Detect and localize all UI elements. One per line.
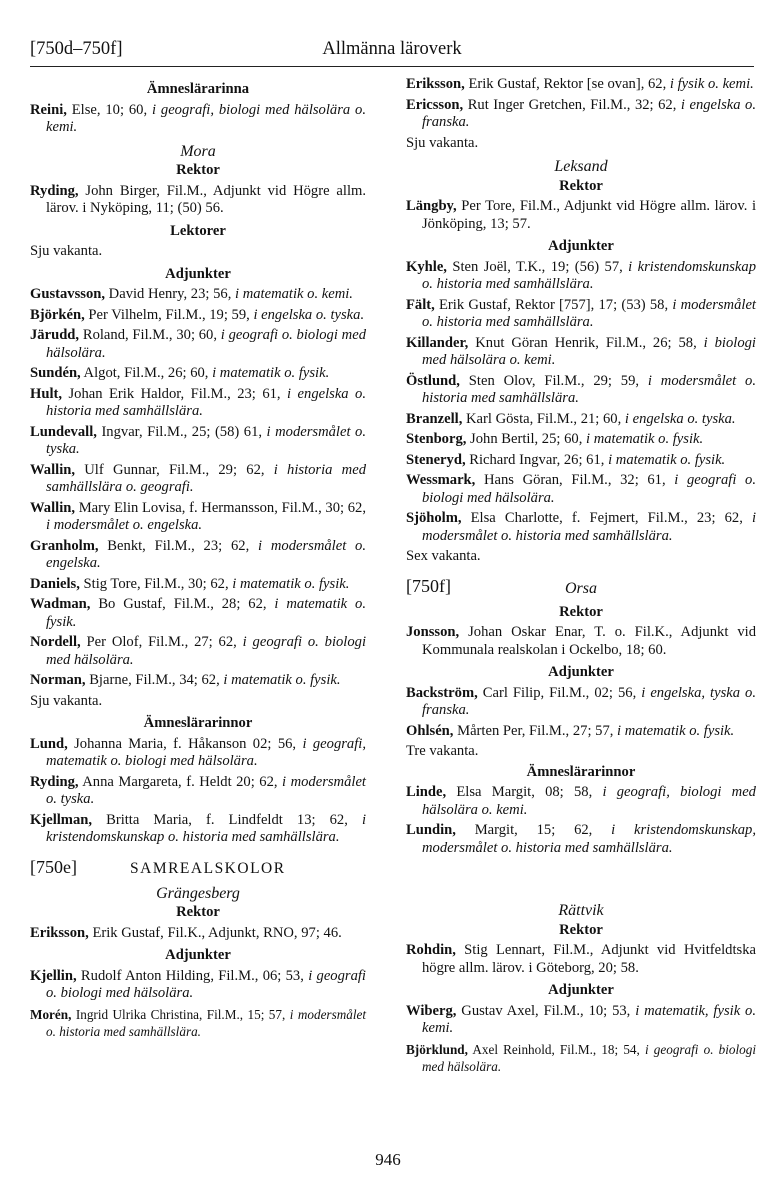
town-heading: Leksand [554,158,608,175]
entry-name: Lundevall, [30,423,97,440]
entry-subjects: i engelska o. franska. [422,96,756,130]
entry [406,1041,756,1076]
entry-subjects: i matematik o. fysik. [223,672,341,688]
entry-subjects: i modersmålet o. historia med samhällslära. [422,510,756,544]
spacer [406,860,756,896]
entry [30,774,366,809]
entry-subjects: i matematik o. fysik. [46,596,367,630]
section-heading-row [406,575,756,602]
role-heading: Ämneslärarinna [146,81,250,97]
town-heading: Rättvik [558,902,604,919]
entry [406,685,756,720]
entry-details: Erik Gustaf, Fil.K., Adjunkt, RNO, 97; 46. [88,924,342,941]
entry-subjects: i matematik, fysik o. kemi. [422,1002,756,1036]
entry-name: Linde, [406,784,447,800]
entry-details: Karl Gösta, Fil.M., 21; 60, [462,410,625,427]
entry-details: Margit, 15; 62, [455,822,612,838]
entry-details: Per Vilhelm, Fil.M., 19; 59, [84,306,254,323]
entry [406,431,756,449]
entry-name: Sjöholm, [406,510,462,526]
entry-name: Stenborg, [406,431,467,447]
entry-name: Längby, [406,198,457,214]
entry-subjects: i modersmålet o. historia med samhällslära. [422,296,756,330]
entry [30,634,366,669]
entry-details: Per Olof, Fil.M., 27; 62, [80,634,243,650]
entry-details: Johan Oskar Enar, T. o. Fil.K., Adjunkt vid Kommunala realskolan i Ockelbo, 18; 60. [422,624,756,658]
entry-subjects: i kristendomskunskap, modersmålet o. historia med samhällslära. [422,822,756,856]
entry [30,102,366,137]
entry-subjects: i biologi med hälsolära o. kemi. [422,334,756,368]
entry-name: Lundin, [406,822,456,838]
entry-subjects: i modersmålet o. engelska. [46,517,203,533]
entry [30,462,366,497]
entry [406,97,756,132]
entry [406,335,756,370]
entry-details: Gustav Axel, Fil.M., 10; 53, [456,1002,636,1019]
entry-name: Östlund, [406,372,460,389]
role-heading: Adjunkter [165,265,231,282]
entry [406,1003,756,1038]
entry-name: Wallin, [30,499,76,516]
role-heading: Adjunkter [548,982,614,998]
entry-subjects: i historia med samhällslära o. geografi. [46,461,366,495]
section-code: [750e] [30,856,77,877]
entry-name: Björklund, [406,1041,468,1057]
entry-details: Mårten Per, Fil.M., 27; 57, [453,722,618,739]
entry [30,286,366,304]
entry-subjects: i matematik o. fysik. [212,365,330,381]
entry-subjects: i matematik o. fysik. [586,431,704,447]
entry-name: Järudd, [30,327,80,343]
entry-name: Norman, [30,672,86,688]
entry-name: Gustavsson, [30,286,106,302]
entry-name: Ericsson, [406,96,464,113]
role-heading: Adjunkter [165,947,231,963]
entry-details: Per Tore, Fil.M., Adjunkt vid Högre allm. lärov. i Jönköping, 13; 57. [422,198,756,232]
entry-name: Branzell, [406,410,463,427]
entry-subjects: i engelska o. historia med samhällslära. [46,385,366,419]
entry-details: Stig Tore, Fil.M., 30; 62, [79,575,233,592]
entry-details: Britta Maria, f. Lindfeldt 13; 62, [92,811,362,828]
entry-details: Roland, Fil.M., 30; 60, [79,327,221,343]
running-title: Allmänna läroverk [322,39,462,59]
section-code: [750f] [406,575,451,596]
entry-details: Rut Inger Gretchen, Fil.M., 32; 62, [463,96,681,113]
entry-details: Richard Ingvar, 26; 61, [465,451,609,468]
entry-name: Steneryd, [406,451,466,468]
role-heading: Lektorer [170,222,226,239]
entry-name: Lund, [30,735,68,752]
entry-details: Axel Reinhold, Fil.M., 18; 54, [467,1041,645,1057]
entry-details: Ingrid Ulrika Christina, Fil.M., 15; 57, [71,1006,290,1022]
entry [30,596,366,631]
vacancy-note: Tre vakanta. [406,743,479,759]
entry-name: Daniels, [30,575,80,592]
entry-details: Rudolf Anton Hilding, Fil.M., 06; 53, [76,967,309,984]
entry-details: Johanna Maria, f. Håkanson 02; 56, [67,735,303,752]
entry-details: Elsa Margit, 08; 58, [446,784,603,800]
entry [406,624,756,659]
entry-name: Hult, [30,385,63,402]
entry-name: Ryding, [30,182,79,199]
town-heading: Orsa [564,579,597,597]
entry [30,968,366,1003]
entry [406,297,756,332]
entry-details: Sten Joël, T.K., 19; (56) 57, [446,258,629,275]
entry [406,452,756,470]
role-heading: Rektor [176,904,220,920]
entry-subjects: i geografi o. biologi med hälsolära. [422,472,756,506]
entry-name: Wessmark, [406,472,476,488]
entry-name: Wallin, [30,461,76,478]
entry-subjects: i geografi o. biologi med hälsolära. [46,967,366,1001]
entry-name: Fält, [406,296,435,313]
entry-name: Morén, [30,1006,72,1022]
role-heading: Adjunkter [548,664,614,680]
entry-name: Backström, [406,684,478,701]
entry [406,259,756,294]
entry-details: Sten Olov, Fil.M., 29; 59, [459,372,648,389]
entry [406,822,756,857]
entry [406,472,756,507]
town-heading: Mora [180,142,216,160]
role-heading: Ämneslärarinnor [143,715,253,731]
entry-details: Carl Filip, Fil.M., 02; 56, [477,684,642,701]
entry [30,307,366,325]
entry-details: Bjarne, Fil.M., 34; 62, [85,672,224,688]
entry-details: Erik Gustaf, Rektor [757], 17; (53) 58, [434,296,673,313]
entry [406,373,756,408]
entry-name: Ohlsén, [406,722,454,739]
entry-name: Sundén, [30,365,81,381]
entry-subjects: i engelska o. tyska. [624,410,736,427]
entry-subjects: i matematik o. fysik. [608,451,726,468]
section-code: [750d–750f] [30,39,123,59]
right-column [406,76,756,1079]
entry-name: Rohdin, [406,942,456,958]
entry-details: Else, 10; 60, [66,101,152,118]
entry-details: Elsa Charlotte, f. Fejmert, Fil.M., 23; 62, [461,510,752,526]
entry-details: Erik Gustaf, Rektor [se ovan], 62, [464,76,670,92]
entry-subjects: i kristendomskunskap o. historia med samhällslära. [46,811,366,845]
entry-name: Kjellman, [30,811,93,828]
entry-name: Ryding, [30,773,79,790]
entry [30,576,366,594]
entry-subjects: i geografi, biologi med hälsolära o. kemi. [46,101,366,135]
entry-subjects: i modersmålet o. tyska. [46,773,366,807]
entry-name: Reini, [30,101,67,118]
vacancy-note: Sex vakanta. [406,548,481,564]
entry-subjects: i engelska o. tyska. [253,306,365,323]
entry-subjects: i matematik o. kemi. [235,286,353,302]
entry-name: Killander, [406,334,469,351]
vacancy-note: Sju vakanta. [406,134,479,151]
role-heading: Rektor [559,177,603,194]
entry [30,812,366,847]
entry [406,198,756,233]
entry-subjects: i geografi o. biologi med hälsolära. [46,327,366,361]
entry [30,183,366,218]
entry-subjects: i kristendomskunskap o. historia med samhällslära. [422,258,756,292]
entry-details: John Birger, Fil.M., Adjunkt vid Högre allm. lärov. i Nyköping, 11; (50) 56. [46,182,366,216]
entry [406,723,756,741]
entry-details: Benkt, Fil.M., 23; 62, [98,537,259,554]
entry-name: Björkén, [30,306,85,323]
entry-subjects: i matematik o. fysik. [232,575,350,592]
entry [30,538,366,573]
entry [30,386,366,421]
page-number: 946 [375,1150,401,1169]
entry-subjects: i modersmålet o. tyska. [46,423,366,457]
entry [406,942,756,977]
entry-subjects: i matematik o. fysik. [617,722,735,739]
entry [30,925,366,943]
entry-details: John Bertil, 25; 60, [466,431,586,447]
town-heading: Grängesberg [156,884,240,902]
vacancy-note: Sju vakanta. [30,243,103,259]
entry-subjects: i modersmålet o. historia med samhällslära. [46,1006,366,1039]
entry-name: Granholm, [30,537,99,554]
entry [30,500,366,535]
entry-subjects: i fysik o. kemi. [669,76,754,92]
entry [406,76,756,94]
entry-name: Wadman, [30,596,91,612]
entry-details: Hans Göran, Fil.M., 32; 61, [475,472,675,488]
entry-details: Algot, Fil.M., 26; 60, [80,365,213,381]
entry-details: Stig Lennart, Fil.M., Adjunkt vid Hvitfeldtska högre allm. lärov. i Göteborg, 20; 58. [422,942,756,976]
role-heading: Rektor [559,921,603,938]
section-heading-row [30,856,366,883]
entry-name: Eriksson, [30,924,89,941]
entry [30,1006,366,1041]
entry-subjects: i geografi o. biologi med hälsolära. [46,634,367,668]
entry-name: Wiberg, [406,1002,457,1019]
entry-details: Anna Margareta, f. Heldt 20; 62, [78,773,283,790]
entry [30,424,366,459]
vacancy-note: Sju vakanta. [30,692,103,709]
entry-details: Knut Göran Henrik, Fil.M., 26; 58, [468,334,704,351]
entry-details: Johan Erik Haldor, Fil.M., 23; 61, [62,385,288,402]
entry-subjects: i engelska, tyska o. franska. [422,684,756,718]
entry [406,411,756,429]
entry-subjects: i geografi o. biologi med hälsolära. [422,1041,757,1074]
role-heading: Rektor [559,603,603,620]
entry-name: Jonsson, [406,624,460,640]
entry [406,784,756,819]
entry-subjects: i geografi, matematik o. biologi med hälsolära. [46,735,366,769]
left-column [30,76,366,1044]
entry [30,365,366,383]
entry-subjects: i modersmålet o. engelska. [46,537,366,571]
entry-details: Ulf Gunnar, Fil.M., 29; 62, [75,461,274,478]
entry-name: Eriksson, [406,76,465,92]
page-header [30,36,754,67]
entry [30,672,366,690]
entry-name: Kjellin, [30,967,77,984]
entry-name: Kyhle, [406,258,447,275]
entry-details: David Henry, 23; 56, [105,286,235,302]
entry [406,510,756,545]
entry-details: Mary Elin Lovisa, f. Hermansson, Fil.M., 30; 62, [75,499,366,516]
entry-name: Nordell, [30,634,81,650]
section-title: SAMREALSKOLOR [130,859,286,877]
role-heading: Rektor [176,162,220,178]
entry [30,327,366,362]
entry-subjects: i modersmålet o. historia med samhällslära. [422,372,756,406]
entry-details: Ingvar, Fil.M., 25; (58) 61, [96,423,267,440]
role-heading: Adjunkter [548,238,614,254]
entry-subjects: i geografi, biologi med hälsolära o. kemi. [422,784,756,818]
entry-details: Bo Gustaf, Fil.M., 28; 62, [90,596,275,612]
role-heading: Ämneslärarinnor [526,763,636,780]
entry [30,736,366,771]
